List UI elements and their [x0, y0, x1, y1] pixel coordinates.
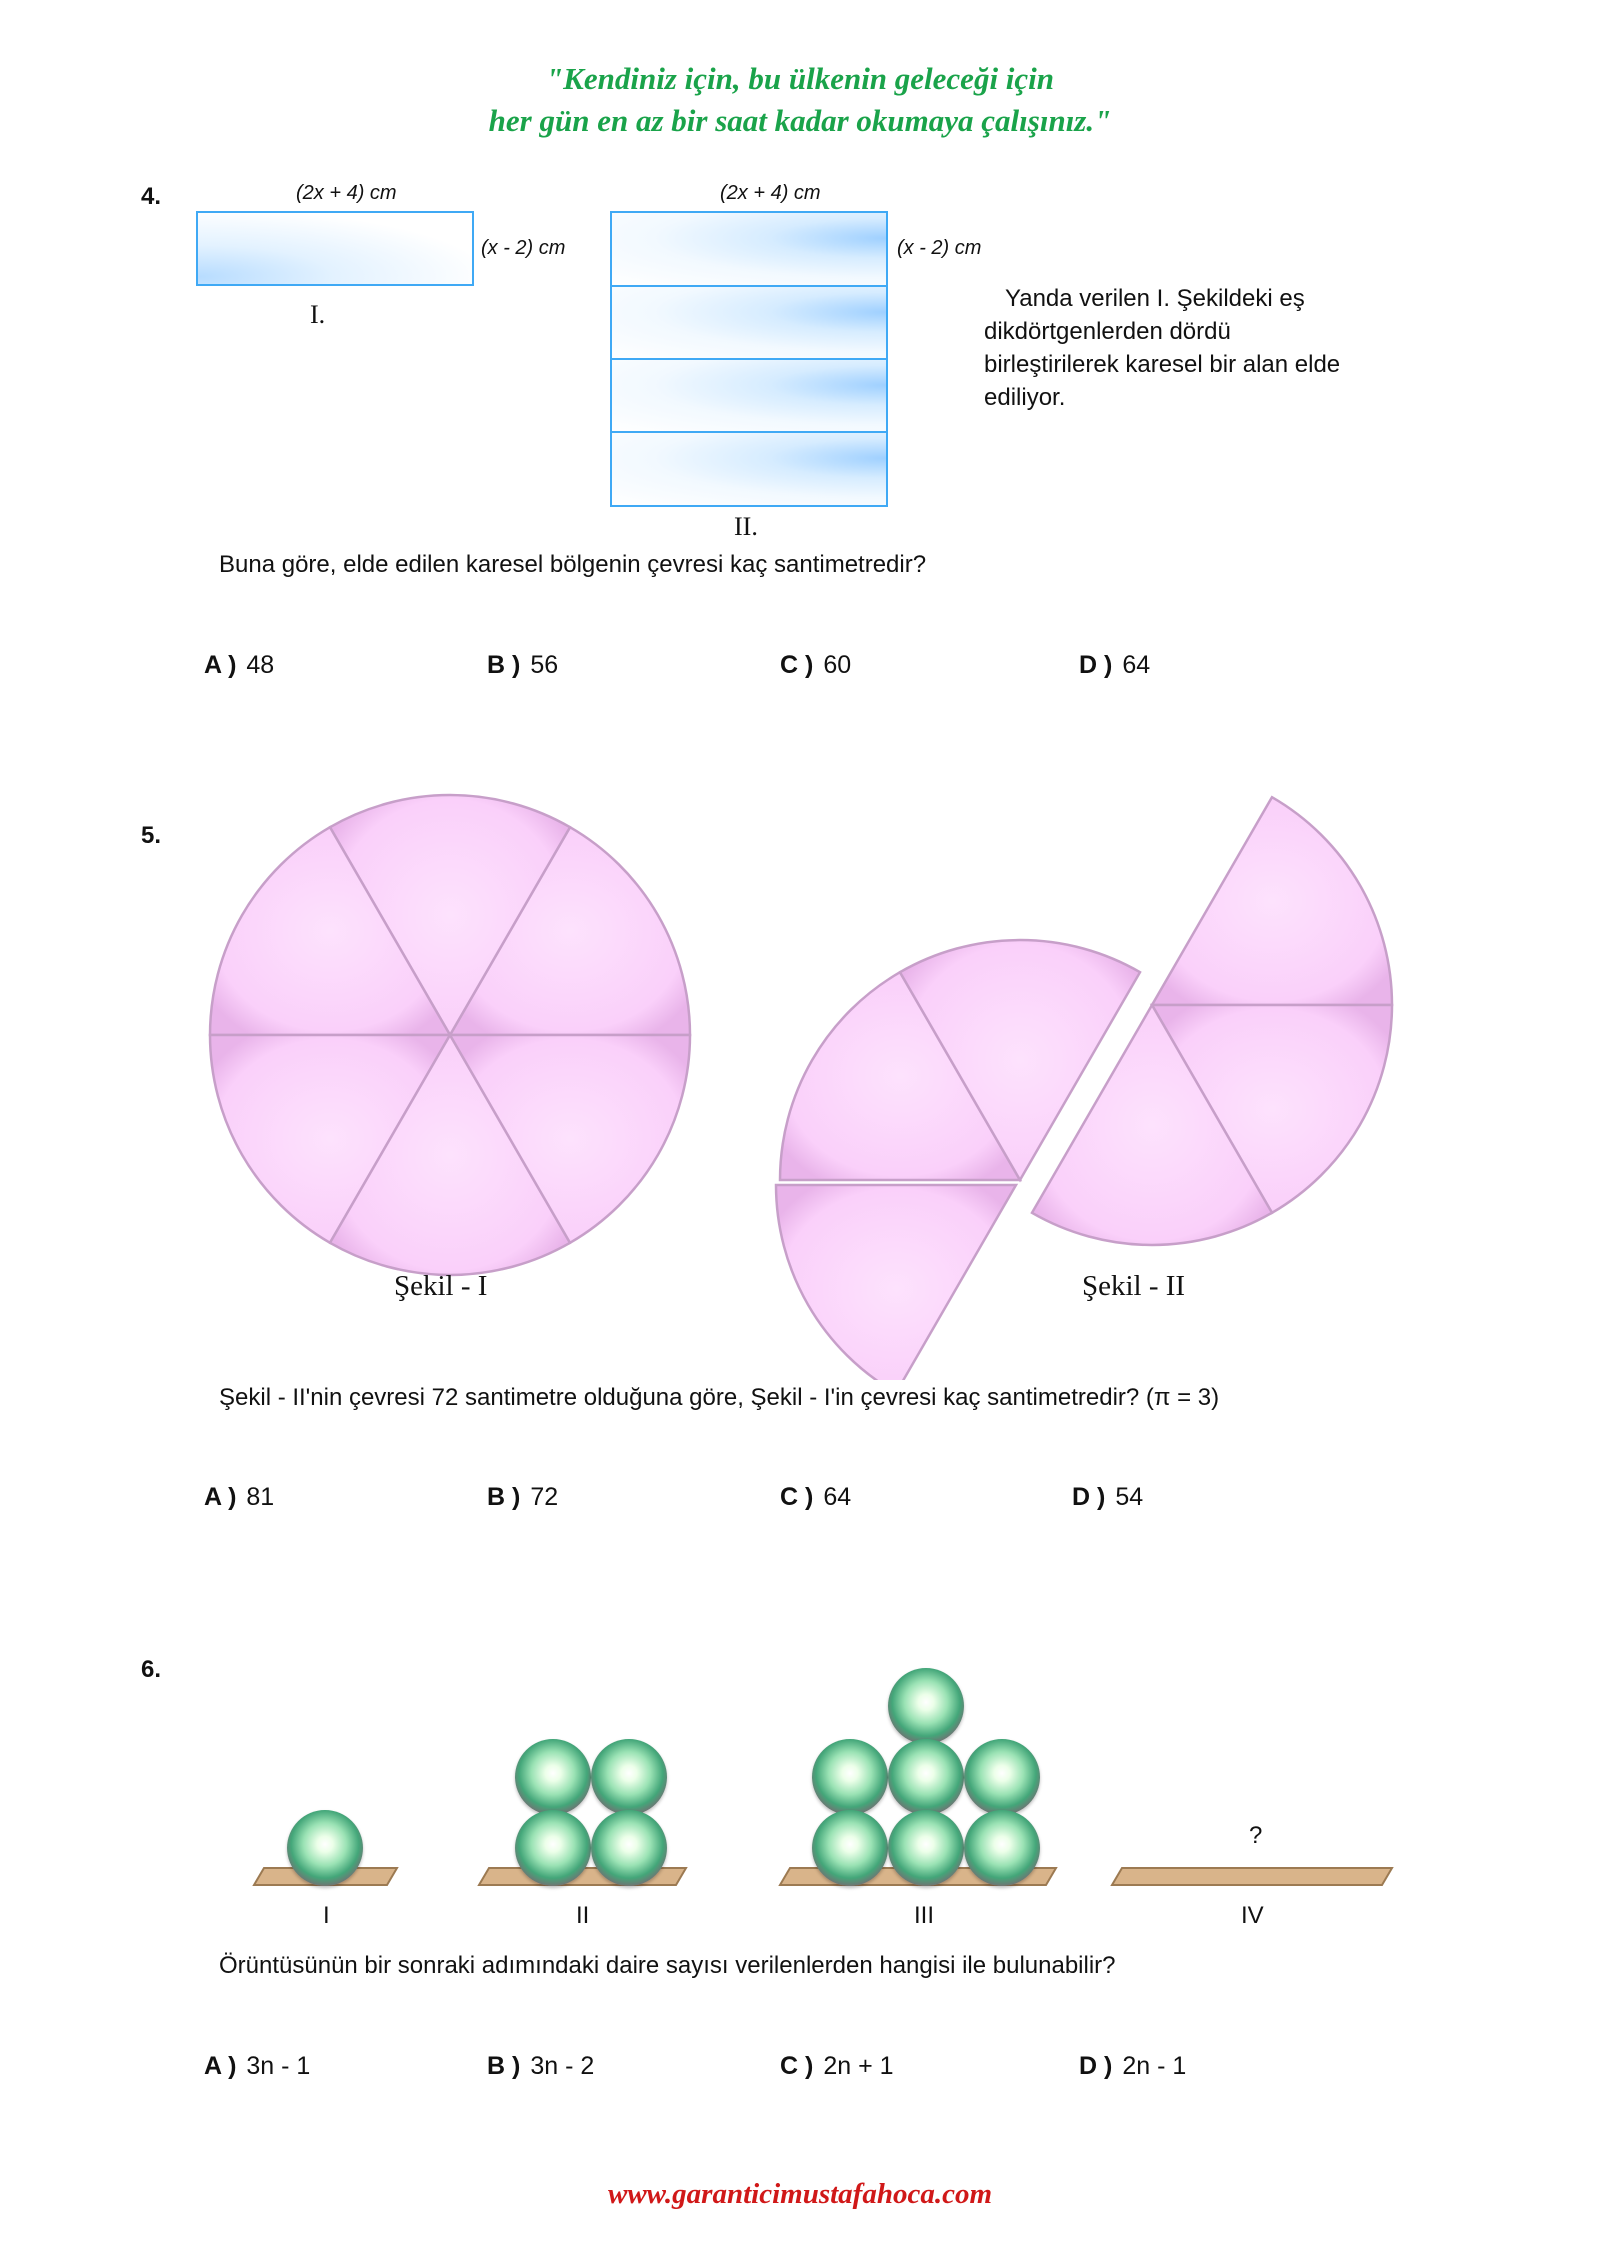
- q4-question: Buna göre, elde edilen karesel bölgenin çevresi kaç santimetredir?: [219, 551, 927, 578]
- fig2-side-label: (x - 2) cm: [897, 237, 982, 259]
- q5-choice-c[interactable]: C ) 64: [780, 1483, 852, 1511]
- step-label-4: IV: [1241, 1902, 1264, 1929]
- q6-choice-b[interactable]: B ) 3n - 2: [487, 2052, 595, 2080]
- q4-choice-d[interactable]: D ) 64: [1079, 651, 1151, 679]
- q4-side-text-4: ediliyor.: [984, 384, 1066, 411]
- ball-step2-2: [591, 1739, 667, 1815]
- fig1-top-label: (2x + 4) cm: [296, 182, 397, 204]
- step-label-3: III: [914, 1902, 935, 1929]
- ball-step3-3: [888, 1739, 964, 1815]
- q4-choice-b[interactable]: B ) 56: [487, 651, 559, 679]
- ball-step2-1: [515, 1739, 591, 1815]
- ball-step3-2: [812, 1739, 888, 1815]
- quote-line-2: her gün en az bir saat kadar okumaya çalışınız.": [488, 103, 1112, 138]
- fig1-side-label: (x - 2) cm: [481, 237, 566, 259]
- ball-step1-1: [287, 1810, 363, 1886]
- q5-choice-d[interactable]: D ) 54: [1072, 1483, 1144, 1511]
- q4-side-text-2: dikdörtgenlerden dördü: [984, 318, 1231, 345]
- question-5-number: 5.: [141, 822, 162, 849]
- step-label-1: I: [323, 1902, 330, 1929]
- fig1-roman-label: I.: [310, 300, 326, 329]
- q5-choice-a[interactable]: A ) 81: [204, 1483, 275, 1511]
- ball-step2-4: [591, 1810, 667, 1886]
- q6-choice-d[interactable]: D ) 2n - 1: [1079, 2052, 1187, 2080]
- q4-choice-c[interactable]: C ) 60: [780, 651, 852, 679]
- q4-side-text-3: birleştirilerek karesel bir alan elde: [984, 351, 1341, 378]
- quote-line-1: "Kendiniz için, bu ülkenin geleceği için: [545, 61, 1055, 96]
- q4-choice-a[interactable]: A ) 48: [204, 651, 275, 679]
- fig1-label: Şekil - I: [394, 1270, 488, 1302]
- q5-question: Şekil - II'nin çevresi 72 santimetre olduğuna göre, Şekil - I'in çevresi kaç santimetredir? (π = 3): [219, 1384, 1220, 1411]
- ball-step3-1: [888, 1668, 964, 1744]
- fig2-label: Şekil - II: [1082, 1270, 1186, 1302]
- ball-step3-6: [888, 1810, 964, 1886]
- step-label-2: II: [576, 1902, 590, 1929]
- question-6-number: 6.: [141, 1656, 162, 1683]
- ball-step3-5: [812, 1810, 888, 1886]
- step4-unknown: ?: [1249, 1822, 1263, 1849]
- q5-choice-b[interactable]: B ) 72: [487, 1483, 559, 1511]
- fig2-roman-label: II.: [734, 512, 758, 541]
- ball-step2-3: [515, 1810, 591, 1886]
- question-4-number: 4.: [141, 183, 162, 210]
- q6-question: Örüntüsünün bir sonraki adımındaki daire sayısı verilenlerden hangisi ile bulunabilir?: [219, 1952, 1116, 1979]
- q6-choice-c[interactable]: C ) 2n + 1: [780, 2052, 894, 2080]
- ball-step3-4: [964, 1739, 1040, 1815]
- plank-step-4: [1112, 1868, 1392, 1885]
- fig2-top-label: (2x + 4) cm: [720, 182, 821, 204]
- q4-side-text-1: Yanda verilen I. Şekildeki eş: [1005, 285, 1305, 312]
- q6-choice-a[interactable]: A ) 3n - 1: [204, 2052, 311, 2080]
- ball-step3-7: [964, 1810, 1040, 1886]
- footer-url[interactable]: www.garanticimustafahoca.com: [607, 2178, 993, 2210]
